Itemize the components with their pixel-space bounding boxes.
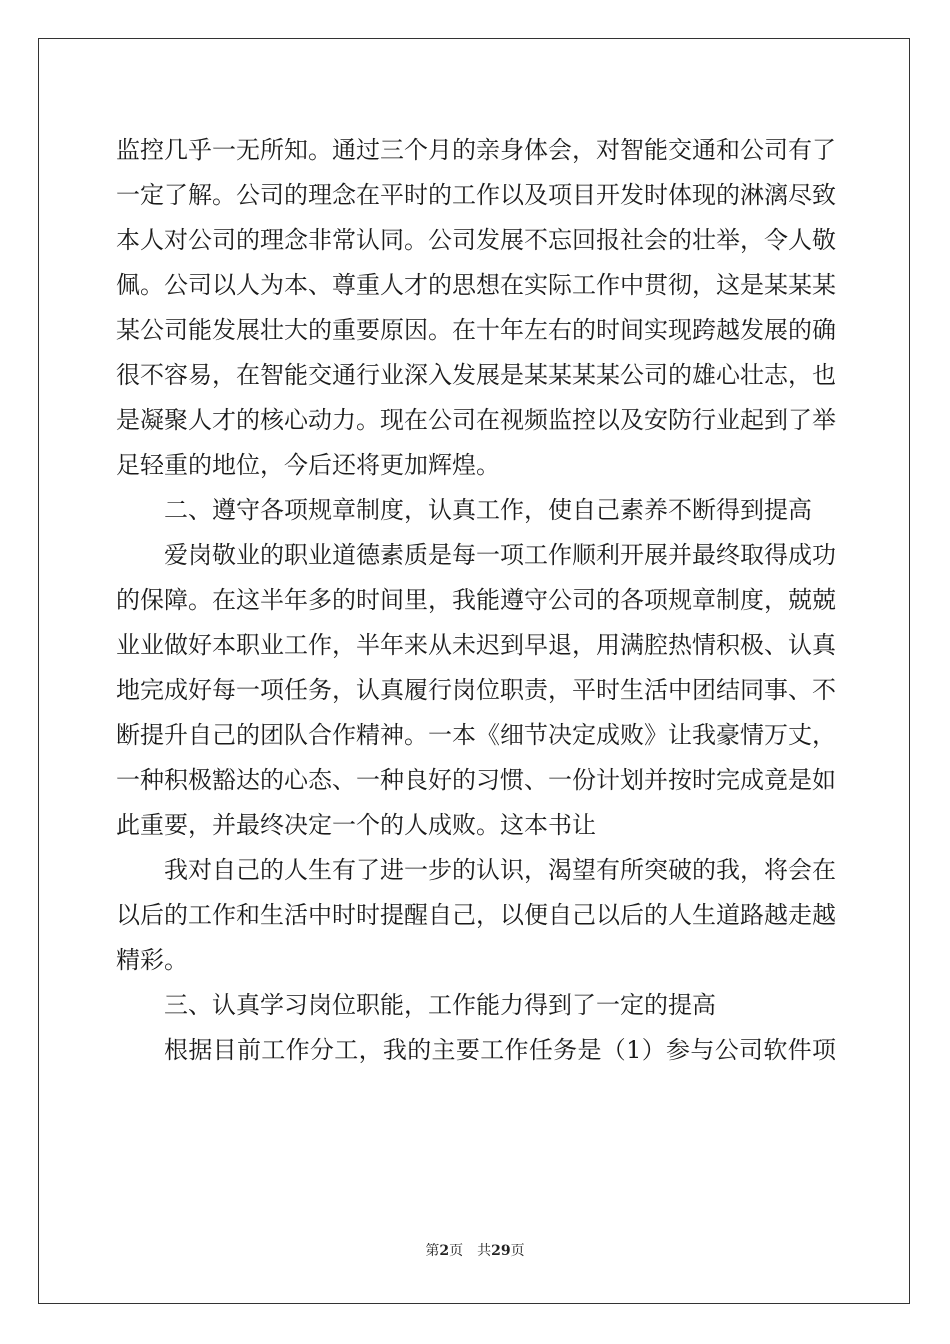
body-line: 足轻重的地位，今后还将更加辉煌。 <box>116 451 500 479</box>
body-line: 本人对公司的理念非常认同。公司发展不忘回报社会的壮举，令人敬 <box>116 226 836 254</box>
body-line: 以后的工作和生活中时时提醒自己，以便自己以后的人生道路越走越 <box>116 901 836 929</box>
total-prefix: 共 <box>477 1243 492 1259</box>
body-line: 地完成好每一项任务，认真履行岗位职责，平时生活中团结同事、不 <box>116 676 836 704</box>
body-line: 的保障。在这半年多的时间里，我能遵守公司的各项规章制度，兢兢 <box>116 586 836 614</box>
body-line: 某公司能发展壮大的重要原因。在十年左右的时间实现跨越发展的确 <box>116 316 836 344</box>
total-unit: 页 <box>510 1243 525 1259</box>
body-line: 一种积极豁达的心态、一种良好的习惯、一份计划并按时完成竟是如 <box>116 766 836 794</box>
body-line: 此重要，并最终决定一个的人成败。这本书让 <box>116 811 596 839</box>
body-line: 爱岗敬业的职业道德素质是每一项工作顺利开展并最终取得成功 <box>164 541 836 569</box>
total-pages: 29 <box>491 1243 511 1259</box>
section-heading: 三、认真学习岗位职能，工作能力得到了一定的提高 <box>164 991 716 1019</box>
page-unit: 页 <box>449 1243 464 1259</box>
body-line: 断提升自己的团队合作精神。一本《细节决定成败》让我豪情万丈， <box>116 721 836 749</box>
body-line: 佩。公司以人为本、尊重人才的思想在实际工作中贯彻，这是某某某 <box>116 271 836 299</box>
page-prefix: 第 <box>425 1243 440 1259</box>
body-line: 一定了解。公司的理念在平时的工作以及项目开发时体现的淋漓尽致 <box>116 181 836 209</box>
body-line: 精彩。 <box>116 946 188 974</box>
section-heading: 二、遵守各项规章制度，认真工作，使自己素养不断得到提高 <box>164 496 812 524</box>
body-line: 我对自己的人生有了进一步的认识，渴望有所突破的我，将会在 <box>164 856 836 884</box>
body-line: 根据目前工作分工，我的主要工作任务是（1）参与公司软件项 <box>164 1036 836 1064</box>
body-line: 业业做好本职业工作，半年来从未迟到早退，用满腔热情积极、认真 <box>116 631 836 659</box>
body-line: 很不容易，在智能交通行业深入发展是某某某某公司的雄心壮志，也 <box>116 361 836 389</box>
document-body <box>116 128 836 1073</box>
page-footer <box>0 1240 950 1260</box>
body-line: 是凝聚人才的核心动力。现在公司在视频监控以及安防行业起到了举 <box>116 406 836 434</box>
body-line: 监控几乎一无所知。通过三个月的亲身体会，对智能交通和公司有了 <box>116 136 836 164</box>
page-number: 2 <box>439 1243 450 1259</box>
